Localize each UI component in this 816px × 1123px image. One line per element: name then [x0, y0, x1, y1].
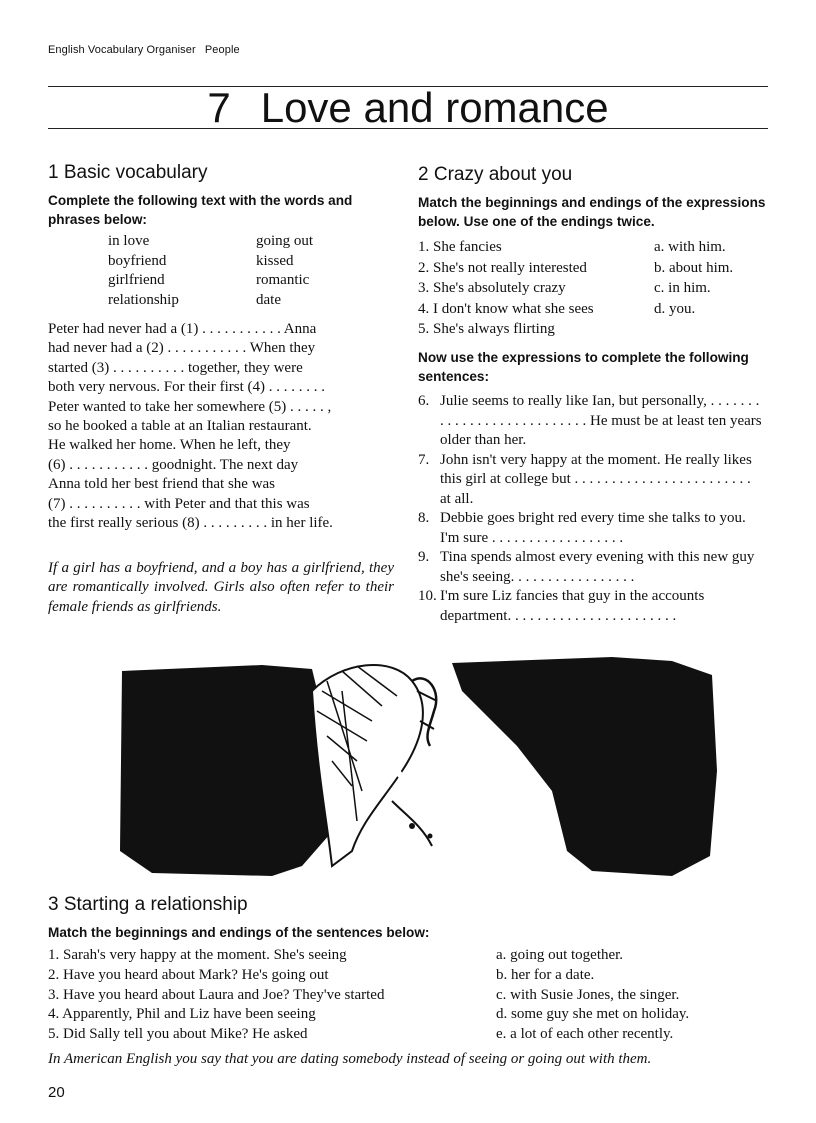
chapter-name: Love and romance: [260, 84, 609, 131]
match-beginning: 5. She's always flirting: [418, 321, 555, 337]
text-line: (6) . . . . . . . . . . . goodnight. The next day: [48, 456, 299, 473]
word-item: girlfriend: [108, 272, 165, 288]
section2-sentences: [418, 392, 763, 626]
sentence-number: 7.: [418, 451, 430, 468]
section3-title: 3 Starting a relationship: [48, 894, 248, 915]
text-line: Peter had never had a (1) . . . . . . . . . . . Anna: [48, 321, 317, 337]
sentence-item: [418, 509, 763, 548]
text-line: so he booked a table at an Italian restaurant.: [48, 418, 312, 435]
section2-instruction2: Now use the expressions to complete the following sentences:: [418, 350, 749, 384]
header-rule-bottom: [48, 128, 768, 129]
match-ending: b. about him.: [654, 259, 734, 276]
sentence-item: [418, 548, 763, 587]
match-row: [418, 319, 768, 340]
match-beginning: 1. She fancies: [418, 239, 502, 255]
sentence-text: Julie seems to really like Ian, but personally, . . . . . . . . . . . . . . . . . . . . . . . . . . . He must be at least ten years older than her.: [440, 393, 762, 448]
section1-note: If a girl has a boyfriend, and a boy has a girlfriend, they are romantically involved. Girls also often refer to their female friends as girlfriends.: [48, 560, 394, 615]
match-row: [48, 1025, 768, 1045]
text-line: the first really serious (8) . . . . . . . . . in her life.: [48, 515, 333, 532]
match-beginning: 2. She's not really interested: [418, 259, 587, 276]
chapter-title: [0, 84, 816, 132]
sentence-number: 9.: [418, 549, 430, 565]
book-title: English Vocabulary Organiser: [48, 44, 196, 56]
match-ending: c. with Susie Jones, the singer.: [496, 986, 680, 1003]
match-ending: b. her for a date.: [496, 966, 595, 983]
section2-title: 2 Crazy about you: [418, 164, 573, 185]
romance-illustration: [112, 651, 724, 881]
word-item: boyfriend: [108, 252, 167, 269]
text-line: started (3) . . . . . . . . . . together, they were: [48, 359, 303, 376]
section3-match-list: [48, 946, 768, 1045]
text-line: both very nervous. For their first (4) . . . . . . . .: [48, 379, 326, 396]
word-item: going out: [256, 233, 314, 249]
match-beginning: 5. Did Sally tell you about Mike? He asked: [48, 1026, 308, 1043]
match-row: [418, 237, 768, 258]
section1-title: 1 Basic vocabulary: [48, 162, 208, 183]
word-item: relationship: [108, 291, 179, 308]
sentence-text: I'm sure Liz fancies that guy in the accounts department. . . . . . . . . . . . . . . . . . . . . . .: [440, 588, 705, 624]
match-beginning: 3. She's absolutely crazy: [418, 280, 566, 296]
match-row: [48, 946, 768, 966]
section2-instruction: Match the beginnings and endings of the expressions below. Use one of the endings twice.: [418, 195, 766, 229]
match-row: [418, 278, 768, 299]
sentence-text: John isn't very happy at the moment. He really likes this girl at college but . . . . . . . . . . . . . . . . . . . . . . . . at all.: [440, 451, 752, 507]
page-number: 20: [48, 1084, 65, 1101]
chapter-number: 7: [207, 84, 231, 131]
text-line: Peter wanted to take her somewhere (5) . . . . . ,: [48, 398, 332, 415]
match-row: [48, 966, 768, 986]
sentence-item: [418, 451, 763, 510]
match-ending: d. some guy she met on holiday.: [496, 1006, 690, 1023]
sentence-text: Debbie goes bright red every time she talks to you. I'm sure . . . . . . . . . . . . . . . . . .: [440, 510, 746, 546]
sentence-number: 10.: [418, 588, 437, 604]
match-ending: e. a lot of each other recently.: [496, 1026, 674, 1043]
match-ending: a. going out together.: [496, 947, 624, 963]
match-row: [418, 258, 768, 279]
sentence-text: Tina spends almost every evening with this new guy she's seeing. . . . . . . . . . . . . . . . .: [440, 549, 755, 585]
sentence-item: [418, 587, 763, 626]
running-header: [48, 44, 240, 56]
section-label: People: [204, 44, 240, 56]
match-row: [48, 1005, 768, 1025]
text-line: He walked her home. When he left, they: [48, 437, 291, 454]
match-beginning: 4. Apparently, Phil and Liz have been seeing: [48, 1006, 316, 1023]
match-beginning: 1. Sarah's very happy at the moment. She's seeing: [48, 947, 347, 963]
section2-match-list: [418, 237, 768, 340]
section1-text: [48, 320, 394, 533]
match-beginning: 3. Have you heard about Laura and Joe? They've started: [48, 986, 385, 1003]
text-line: (7) . . . . . . . . . . with Peter and that this was: [48, 495, 310, 512]
sentence-number: 6.: [418, 393, 430, 409]
match-ending: c. in him.: [654, 280, 711, 296]
word-column-2: [256, 232, 313, 310]
word-item: date: [256, 291, 281, 308]
word-item: kissed: [256, 252, 294, 269]
sentence-item: [418, 392, 763, 451]
word-item: in love: [108, 233, 150, 249]
word-column-1: [108, 232, 179, 310]
section3-note: In American English you say that you are dating somebody instead of seeing or going out with them.: [48, 1051, 652, 1067]
match-row: [418, 299, 768, 320]
match-ending: a. with him.: [654, 239, 726, 255]
text-line: Anna told her best friend that she was: [48, 476, 276, 493]
word-item: romantic: [256, 272, 310, 288]
match-ending: d. you.: [654, 300, 696, 317]
section3-instruction: Match the beginnings and endings of the sentences below:: [48, 925, 430, 940]
match-beginning: 2. Have you heard about Mark? He's going out: [48, 966, 329, 983]
sentence-number: 8.: [418, 510, 430, 526]
section1-instruction: Complete the following text with the words and phrases below:: [48, 193, 353, 227]
match-beginning: 4. I don't know what she sees: [418, 300, 594, 317]
text-line: had never had a (2) . . . . . . . . . . . When they: [48, 340, 316, 357]
match-row: [48, 986, 768, 1006]
